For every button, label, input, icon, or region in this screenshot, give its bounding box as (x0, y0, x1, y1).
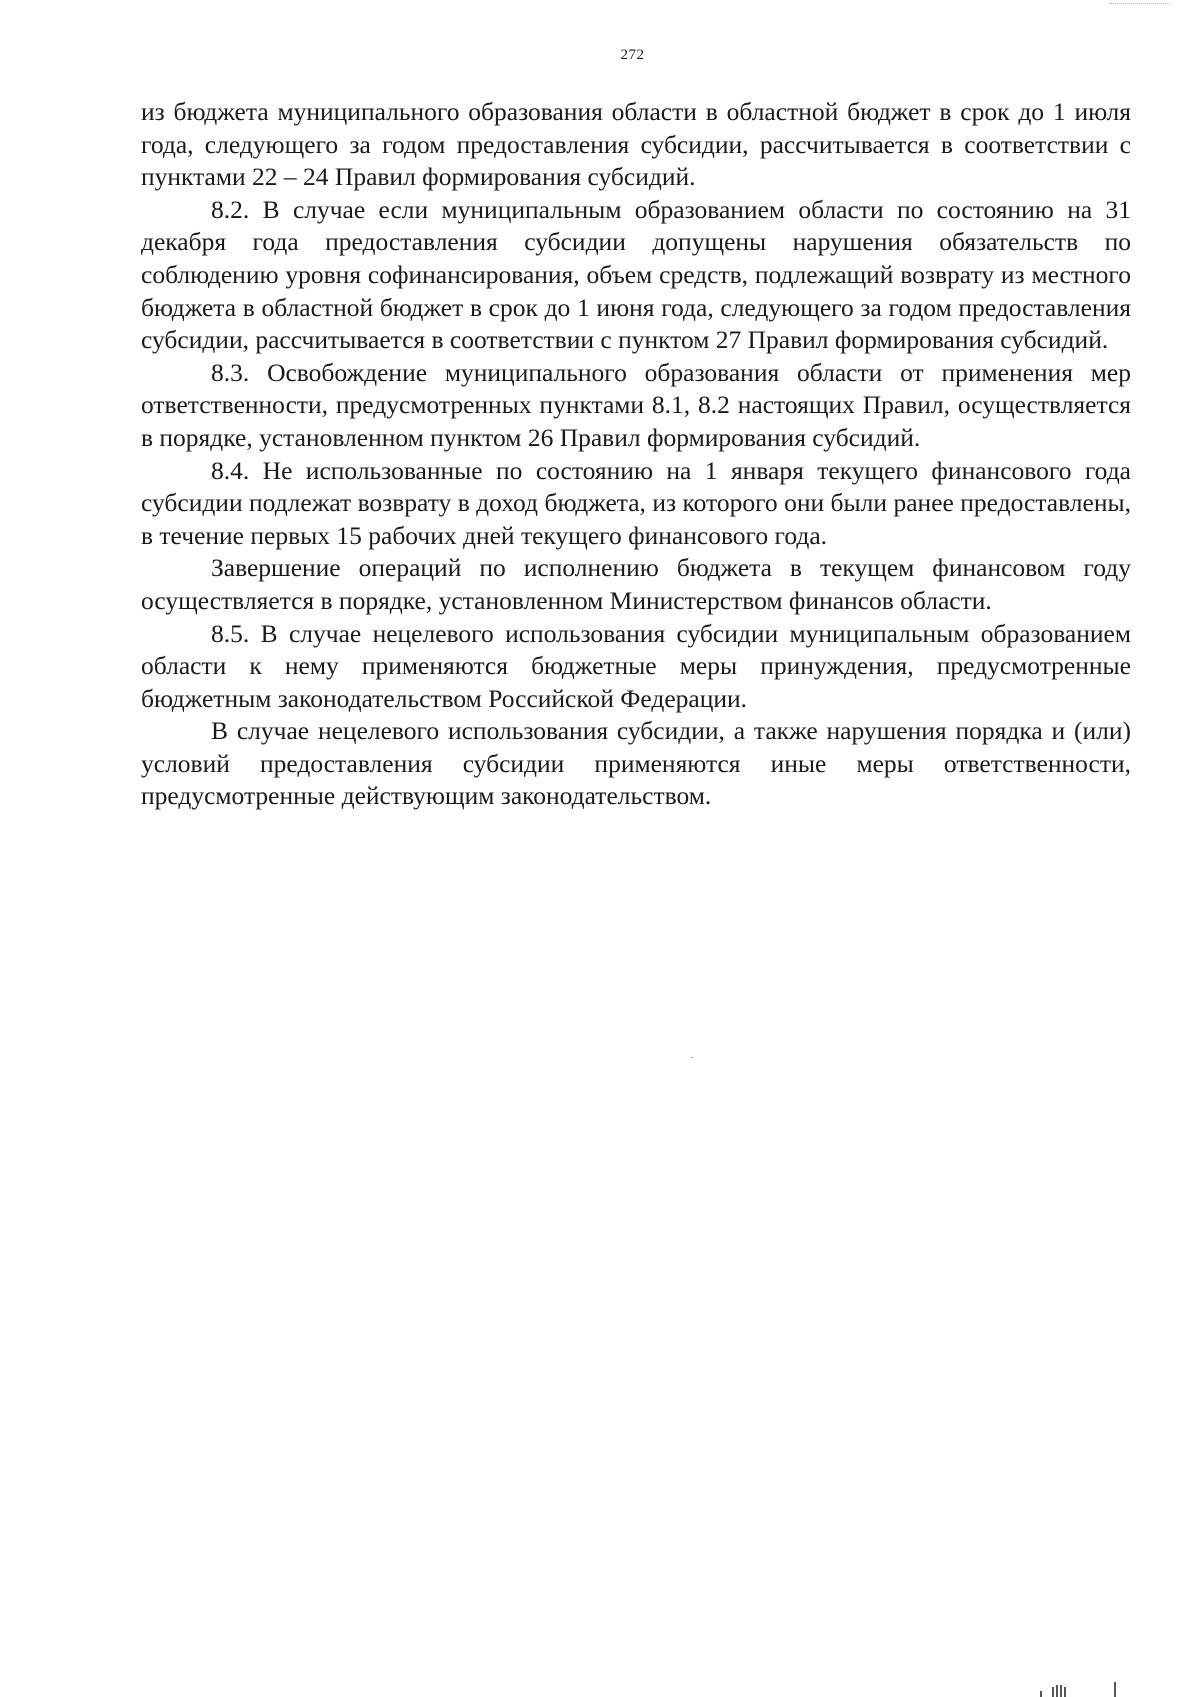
document-body (141, 96, 1131, 813)
paragraph-continuation: из бюджета муниципального образования области в областной бюджет в срок до 1 июля года, следующего за годом предоставления субсидии, рассчитывается в соответствии с пунктами 22 – 24 Правил формирования субсидий. (141, 97, 1131, 192)
scan-artifact-top (1110, 0, 1170, 4)
page-number: 272 (620, 47, 645, 63)
paragraph-misuse-liability: В случае нецелевого использования субсидии, а также нарушения порядка и (или) условий предоставления субсидии применяются иные меры ответственности, предусмотренные действующим законодательством. (141, 716, 1131, 811)
paragraph-8-3: 8.3. Освобождение муниципального образования области от применения мер ответственности, предусмотренных пунктами 8.1, 8.2 настоящих Правил, осуществляется в порядке, установленном пунктом 26 Правил формирования субсидий. (141, 357, 1131, 452)
scan-artifact-dot (691, 1057, 693, 1058)
scan-artifact-bottom (1040, 1682, 1120, 1697)
paragraph-8-5: 8.5. В случае нецелевого использования субсидии муниципальным образованием области к нему применяются бюджетные меры принуждения, предусмотренные бюджетным законодательством Российской Федерации. (141, 618, 1131, 713)
paragraph-8-4: 8.4. Не использованные по состоянию на 1 января текущего финансового года субсидии подлежат возврату в доход бюджета, из которого они были ранее предоставлены, в течение первых 15 рабочих дней текущего финансового года. (141, 455, 1131, 550)
paragraph-budget-completion: Завершение операций по исполнению бюджета в текущем финансовом году осуществляется в порядке, установленном Министерством финансов области. (141, 553, 1131, 615)
paragraph-8-2: 8.2. В случае если муниципальным образованием области по состоянию на 31 декабря года предоставления субсидии допущены нарушения обязательств по соблюдению уровня софинансирования, объем средств, подлежащий возврату из местного бюджета в областной бюджет в срок до 1 июня года, следующего за годом предоставления субсидии, рассчитывается в соответствии с пунктом 27 Правил формирования субсидий. (141, 194, 1131, 355)
